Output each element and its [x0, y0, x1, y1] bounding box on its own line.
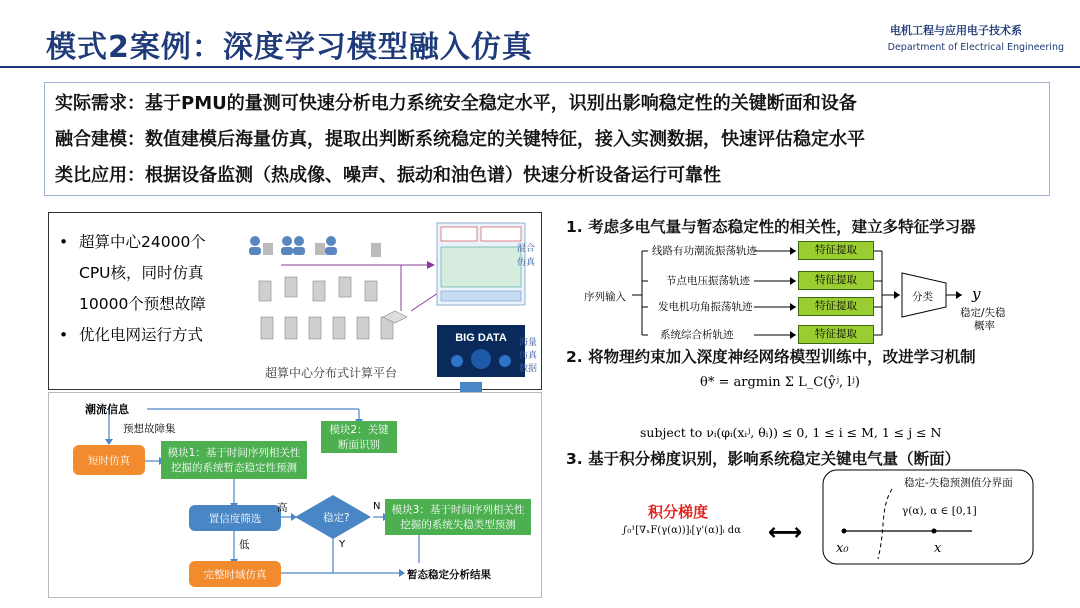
bullet-item: • 超算中心24000个 — [59, 233, 206, 251]
fault-set-label: 预想故障集 — [123, 423, 176, 435]
output-label: 概率 — [974, 320, 995, 332]
short-sim-box: 短时仿真 — [73, 445, 145, 475]
x-label: x — [934, 541, 942, 556]
feature-extract-box: 特征提取 — [798, 297, 874, 316]
integrated-gradient-title: 积分梯度 — [648, 503, 709, 521]
requirement-line: 实际需求：基于PMU的量测可快速分析电力系统安全稳定水平，识别出影响稳定性的关键断面和设备 — [55, 93, 857, 114]
double-arrow-icon: ⟷ — [768, 518, 803, 546]
module2-box: 模块2：关键断面识别 — [321, 421, 397, 453]
platform-caption: 超算中心分布式计算平台 — [264, 366, 398, 380]
title-divider — [0, 66, 1080, 68]
x0-label: x₀ — [836, 541, 849, 556]
track-label: 发电机功角振荡轨迹 — [658, 301, 753, 313]
bullet-item: CPU核，同时仿真 — [79, 264, 204, 282]
bullet-item: 10000个预想故障 — [79, 295, 206, 313]
method-column — [560, 205, 1080, 605]
n-label: N — [373, 501, 381, 512]
mixed-sim-label: 混合 — [516, 244, 535, 254]
flowchart-panel — [48, 392, 542, 598]
department-name-cn: 电机工程与应用电子技术系 — [890, 24, 1022, 37]
low-label: 低 — [239, 539, 250, 551]
supercomputing-panel — [48, 212, 542, 390]
big-data-label: BIG DATA — [455, 332, 507, 344]
high-label: 高 — [277, 502, 288, 514]
requirement-line: 融合建模：数值建模后海量仿真，提取出判断系统稳定的关键特征，接入实测数据，快速评估稳定水平 — [55, 129, 865, 150]
mixed-sim-label: 仿真 — [516, 258, 535, 268]
track-label: 节点电压振荡轨迹 — [666, 275, 750, 287]
track-label: 系统综合析轨迹 — [660, 329, 734, 341]
equation-constraint: subject to νᵢ(φᵢ(xᵢʲ, θᵢ)) ≤ 0, 1 ≤ i ≤ M, 1 ≤ j ≤ N — [640, 425, 942, 440]
y-label: Y — [339, 539, 346, 550]
output-label: 稳定/失稳 — [960, 307, 1006, 319]
stable-question: 稳定? — [323, 512, 350, 524]
bullet-list — [55, 227, 206, 351]
computing-platform-diagram — [241, 221, 537, 381]
power-flow-label: 潮流信息 — [85, 403, 129, 416]
equation-argmin: θ* = argmin Σ L_C(ŷʲ, lʲ) — [700, 375, 860, 390]
feature-extract-box: 特征提取 — [798, 271, 874, 290]
bullet-item: • 优化电网运行方式 — [59, 326, 204, 344]
module1-box: 模块1：基于时间序列相关性挖掘的系统暂态稳定性预测 — [161, 441, 307, 479]
track-label: 线路有功潮流振荡轨迹 — [652, 245, 757, 257]
boundary-label: 稳定-失稳预测值分界面 — [904, 477, 1013, 489]
y-output: y — [972, 285, 981, 303]
sequence-input-label: 序列输入 — [584, 291, 626, 303]
page-title: 模式2案例：深度学习模型融入仿真 — [46, 30, 533, 65]
feature-extract-box: 特征提取 — [798, 325, 874, 344]
section-heading-1: 1. 考虑多电气量与暂态稳定性的相关性，建立多特征学习器 — [566, 218, 976, 236]
requirements-box — [44, 82, 1050, 196]
sim-data-label: 数据 — [518, 364, 537, 374]
confidence-box: 置信度筛选 — [189, 505, 281, 531]
module3-box: 模块3：基于时间序列相关性挖掘的系统失稳类型预测 — [385, 499, 531, 535]
sim-data-label: 海量 — [518, 338, 537, 348]
department-name-en: Department of Electrical Engineering — [887, 42, 1064, 53]
result-label: 暂态稳定分析结果 — [407, 569, 491, 581]
requirement-line: 类比应用：根据设备监测（热成像、噪声、振动和油色谱）快速分析设备运行可靠性 — [55, 165, 721, 186]
full-sim-box: 完整时域仿真 — [189, 561, 281, 587]
gamma-label: γ(α), α ∈ [0,1] — [902, 505, 977, 517]
section-heading-3: 3. 基于积分梯度识别，影响系统稳定关键电气量（断面） — [566, 450, 961, 468]
feature-extract-box: 特征提取 — [798, 241, 874, 260]
section-heading-2: 2. 将物理约束加入深度神经网络模型训练中，改进学习机制 — [566, 348, 976, 366]
integrated-gradient-formula: ∫₀¹[∇ₓF(γ(α))]ᵢ[γ'(α)]ᵢ dα — [622, 525, 741, 536]
classify-label: 分类 — [912, 291, 933, 303]
sim-data-label: 仿真 — [518, 351, 537, 361]
